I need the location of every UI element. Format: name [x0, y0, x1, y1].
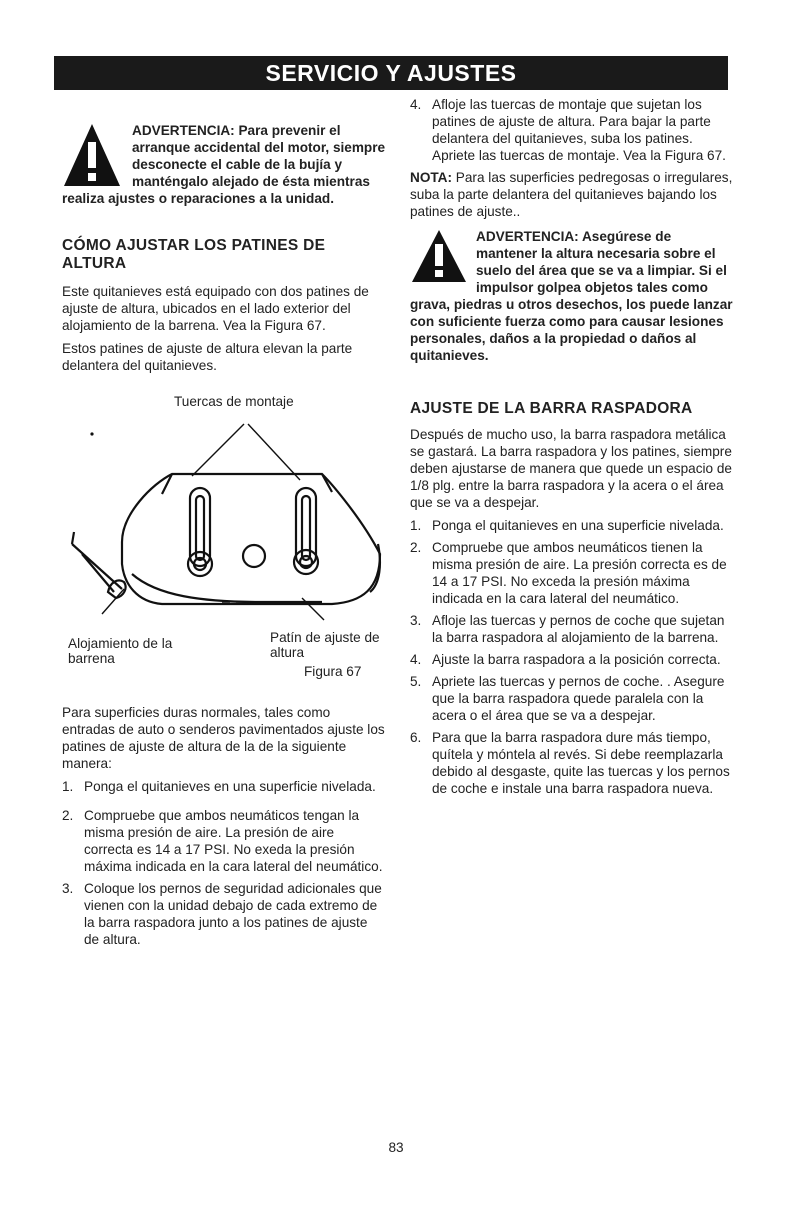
figure-label-patin: Patín de ajuste de altura: [270, 630, 380, 660]
section-header: SERVICIO Y AJUSTES: [54, 56, 728, 90]
nota-text: Para las superficies pedregosas o irregulares, suba la parte delantera del quitanieves bajando los patines de ajuste..: [410, 170, 733, 219]
list-item: 3. Coloque los pernos de seguridad adicionales que vienen con la unidad debajo de cada extremo de la barra raspadora junto a los patines de ajuste de altura.: [62, 881, 382, 947]
paragraph-superficies: Para superficies duras normales, tales como entradas de auto o senderos pavimentados ajuste los patines de ajuste de altura de la de la siguiente manera:: [62, 705, 385, 771]
right-column: [410, 96, 734, 802]
nota-paragraph: [410, 169, 734, 220]
paragraph-barra-raspadora: Después de mucho uso, la barra raspadora metálica se gastará. La barra raspadora y los patines, siempre deben ajustarse de manera que quede un espacio de 1/8 plg. entre la barra raspadora y la acera o el área que se va a despejar.: [410, 427, 732, 510]
list-item: 3. Afloje las tuercas y pernos de coche que sujetan la barra raspadora al alojamiento de la barrena.: [410, 613, 725, 645]
nota-label: NOTA:: [410, 170, 453, 185]
list-item: 5. Apriete las tuercas y pernos de coche. . Asegure que la barra raspadora quede paralela con la acera o el área que se va a despejar.: [410, 674, 725, 723]
left-steps-list: [62, 778, 386, 948]
page-number: 83: [388, 1140, 404, 1155]
warning-text-1: ADVERTENCIA: Para prevenir el arranque accidental del motor, siempre desconecte el cable de la bujía y manténgalo alejado de ésta mientras realiza ajustes o reparaciones a la unidad.: [62, 123, 386, 206]
right-step4-list: [410, 96, 734, 164]
warning-block-2: [410, 228, 734, 364]
warning-triangle-icon: [410, 228, 468, 284]
list-item: 4. Afloje las tuercas de montaje que sujetan los patines de ajuste de altura. Para bajar la parte delantera del quitanieves, suba los patines. Apriete las tuercas de montaje. Vea la Figura 67.: [410, 97, 726, 163]
figure-label-tuercas: Tuercas de montaje: [174, 394, 294, 409]
warning-text-2: ADVERTENCIA: Asegúrese de mantener la altura necesaria sobre el suelo del área que se va a limpiar. Si el impulsor golpea objetos tales como grava, piedras u otros desechos, los puede lanzar con suficiente fuerza como para causar lesiones personales, daños a la propiedad o daños al quitanieves.: [410, 229, 733, 363]
list-item: 6. Para que la barra raspadora dure más tiempo, quítela y móntela al revés. Si debe reemplazarla debido al desgaste, quite las tuercas y los pernos de coche e instale una barra raspadora nueva.: [410, 730, 730, 796]
list-item: 2. Compruebe que ambos neumáticos tienen la misma presión de aire. La presión correcta es de 14 a 17 PSI. No exceda la presión máxima indicada en la cara lateral del neumático.: [410, 540, 727, 606]
figure-label-alojamiento: Alojamiento de la barrena: [68, 636, 173, 666]
paragraph-patines-1: Este quitanieves está equipado con dos patines de ajuste de altura, ubicados en el lado exterior del alojamiento de la barrena. Vea la Figura 67.: [62, 284, 369, 333]
figure-caption: Figura 67: [304, 664, 362, 679]
heading-patines: CÓMO AJUSTAR LOS PATINES DE ALTURA: [62, 237, 326, 272]
list-item: 1. Ponga el quitanieves en una superficie nivelada.: [410, 518, 724, 533]
warning-block-1: [62, 122, 386, 207]
paragraph-patines-2: Estos patines de ajuste de altura elevan la parte delantera del quitanieves.: [62, 341, 353, 373]
list-item: 1. Ponga el quitanieves en una superficie nivelada.: [62, 779, 376, 794]
left-column: [62, 96, 386, 953]
right-steps-list: [410, 517, 734, 797]
heading-barra-raspadora: AJUSTE DE LA BARRA RASPADORA: [410, 400, 693, 417]
warning-triangle-icon: [62, 122, 122, 188]
skid-shoe-diagram: [62, 414, 386, 634]
figure-67: [62, 374, 386, 744]
list-item: 2. Compruebe que ambos neumáticos tengan la misma presión de aire. La presión de aire correcta es 14 a 17 PSI. No exeda la presión máxima indicada en la cara lateral del neumático.: [62, 808, 383, 874]
list-item: 4. Ajuste la barra raspadora a la posición correcta.: [410, 652, 721, 667]
